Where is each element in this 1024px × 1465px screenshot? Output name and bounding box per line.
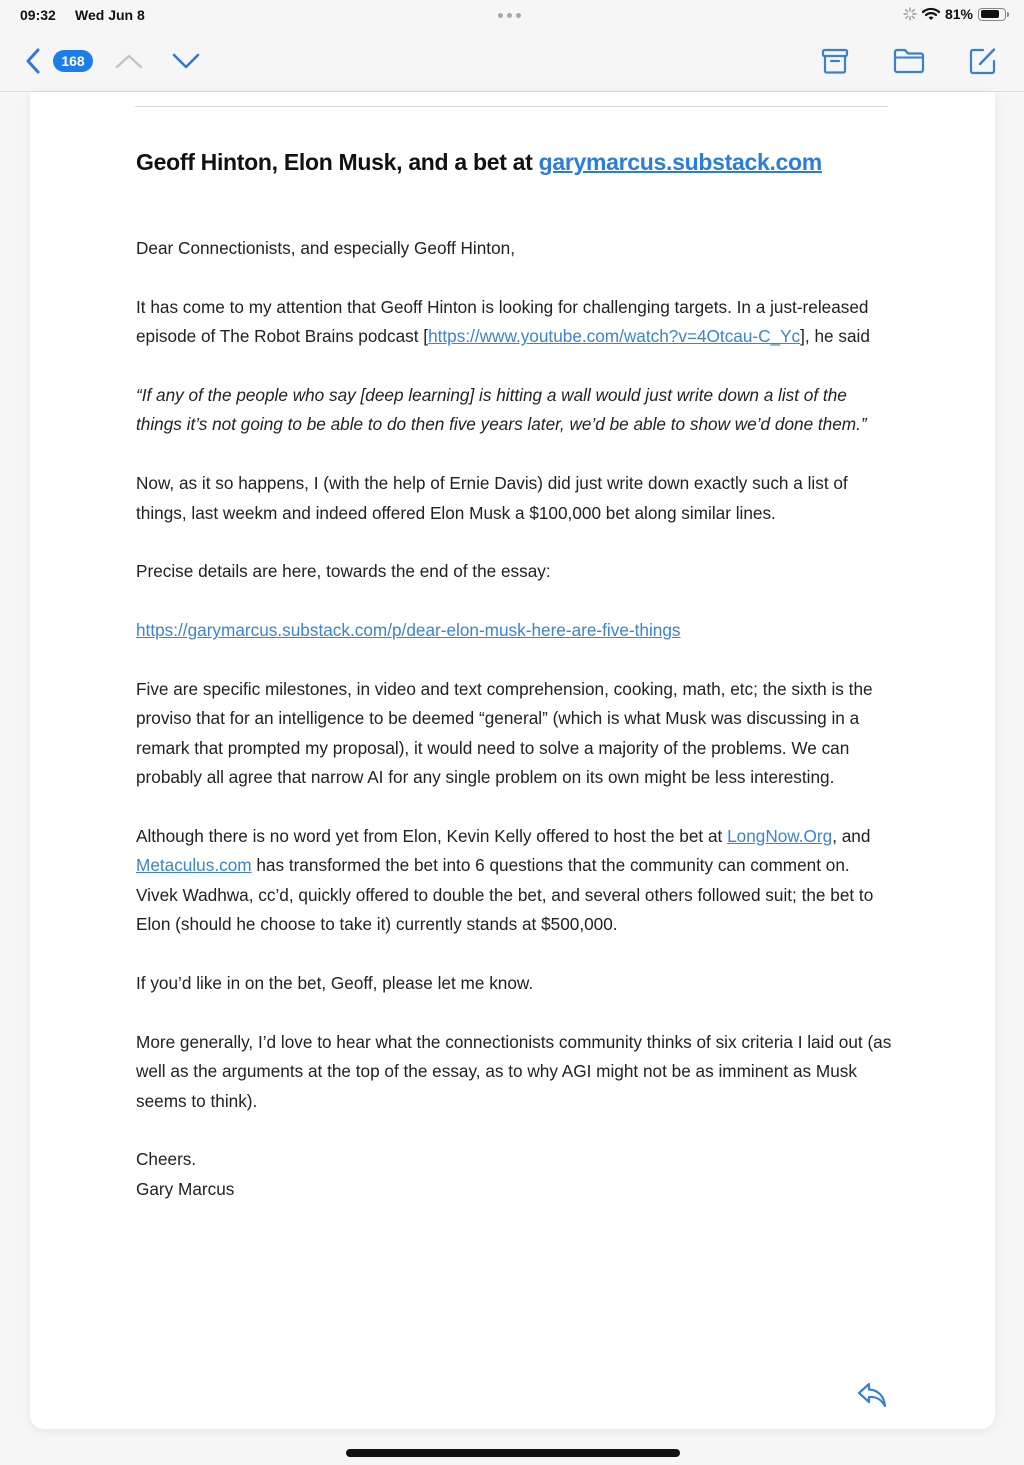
mail-toolbar [0,30,1024,92]
email-body [136,142,896,1204]
paragraph-criteria: More generally, I’d love to hear what the connectionists community thinks of six criteria I laid out (as well as the arguments at the top of the essay, as to why AGI might not be as imminent as Musk seems to think). [136,1031,892,1111]
status-time: 09:32 [20,7,56,23]
email-subject [136,142,896,182]
archive-box-icon [821,47,849,75]
reply-button[interactable] [856,1380,890,1410]
subject-link[interactable]: garymarcus.substack.com [538,149,822,175]
paragraph-invite: If you’d like in on the bet, Geoff, please let me know. [136,973,534,994]
metaculus-link[interactable]: Metaculus.com [136,855,252,876]
move-to-folder-button[interactable] [892,43,926,79]
header-divider [135,106,888,107]
compose-button[interactable] [966,43,1000,79]
essay-link[interactable]: https://garymarcus.substack.com/p/dear-elon-musk-here-are-five-things [136,620,681,641]
greeting: Dear Connectionists, and especially Geoff Hinton, [136,238,515,258]
next-message-button[interactable] [170,48,202,74]
chevron-up-icon [114,52,144,70]
longnow-link[interactable]: LongNow.Org [727,826,833,847]
previous-message-button[interactable] [113,48,145,74]
chevron-down-icon [171,52,201,70]
back-button[interactable] [22,46,44,76]
home-indicator[interactable] [346,1449,680,1457]
status-indicators [903,6,1006,22]
status-date: Wed Jun 8 [75,7,145,23]
hinton-quote: “If any of the people who say [deep learning] is hitting a wall would just write down a list of the things it’s not going to be able to do then five years later, we’d be able to show we’d done them.” [136,385,867,435]
signoff: Cheers. [136,1149,197,1170]
battery-icon [978,8,1006,21]
paragraph-list: Now, as it so happens, I (with the help of Ernie Davis) did just write down exactly such a list of things, last weekm and indeed offered Elon Musk a $100,000 bet along similar lines. [136,473,848,523]
reply-arrow-icon [857,1381,889,1409]
paragraph-bet-status: Although there is no word yet from Elon, Kevin Kelly offered to host the bet at LongNow.Org, and Metaculus.com has transformed the bet into 6 questions that the community can comment on. Vivek Wadhwa, cc’d, quickly offered to double the bet, and several others followed suit; the bet to Elon (should he choose to take it) currently stands at $500,000. [136,826,874,935]
chevron-left-icon [25,47,41,75]
paragraph-details: Precise details are here, towards the end of the essay: [136,561,551,582]
paragraph-milestones: Five are specific milestones, in video and text comprehension, cooking, math, etc; the sixth is the proviso that for an intelligence to be deemed “general” (which is what Musk was discussing in a remark that prompted my proposal), it would need to solve a majority of the problems. We can probably all agree that narrow AI for any single problem on its own might be less interesting. [136,679,873,788]
paragraph-podcast: It has come to my attention that Geoff Hinton is looking for challenging targets. In a just-released episode of The Robot Brains podcast [https://www.youtube.com/watch?v=4Otcau-C_Yc], he said [136,296,870,347]
multitasking-dots-icon[interactable] [498,13,521,18]
subject-text: Geoff Hinton, Elon Musk, and a bet at [136,149,539,175]
message-count-badge: 168 [53,50,93,72]
signature: Gary Marcus [136,1178,235,1199]
folder-icon [893,47,925,75]
status-bar [0,0,1024,30]
loading-icon [903,7,917,21]
battery-percent: 81% [944,6,973,22]
essay-link-paragraph [136,616,896,645]
message-view [30,92,995,1429]
youtube-link[interactable]: https://www.youtube.com/watch?v=4Otcau-C_Yc [428,326,801,347]
archive-button[interactable] [819,43,851,79]
compose-icon [968,46,998,76]
wifi-icon [922,7,940,21]
